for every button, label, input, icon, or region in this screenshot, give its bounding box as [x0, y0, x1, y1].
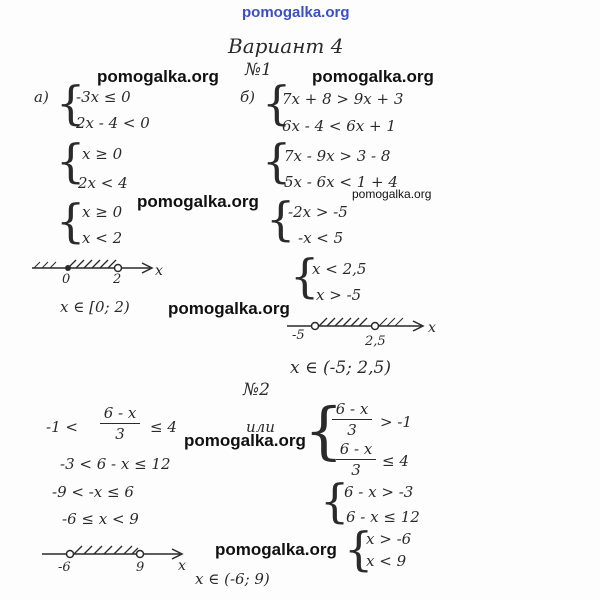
- task2-left-line: -3 < 6 - x ≤ 12: [60, 455, 171, 473]
- task2-left-line: -9 < -x ≤ 6: [52, 483, 134, 501]
- axis-b-tick-2-5: 2,5: [365, 334, 386, 349]
- fraction-numerator: 6 - x: [103, 404, 137, 422]
- axis-task2-tick-9: 9: [136, 560, 145, 575]
- variant-title: Вариант 4: [228, 34, 344, 58]
- part-b-label: б): [240, 88, 256, 106]
- system-brace: {: [290, 249, 320, 303]
- axis-b-var: x: [428, 320, 436, 336]
- task2-right-frac2-rest: ≤ 4: [382, 452, 409, 470]
- part-a-answer: x ∈ [0; 2): [60, 298, 130, 316]
- part-a-line: x < 2: [82, 229, 123, 247]
- part-b-answer: x ∈ (-5; 2,5): [290, 358, 391, 378]
- task2-right-fraction-1: [332, 400, 372, 439]
- site-watermark-small[interactable]: pomogalka.org: [352, 187, 432, 201]
- part-b-line: x > -5: [316, 286, 362, 304]
- part-a-line: x ≥ 0: [82, 203, 123, 221]
- axis-b-tick-minus5: -5: [292, 328, 305, 343]
- part-a-line: x ≥ 0: [82, 145, 123, 163]
- task2-answer: x ∈ (-6; 9): [195, 570, 270, 588]
- fraction-bar: [100, 423, 140, 424]
- site-watermark-4[interactable]: pomogalka.org: [168, 299, 290, 318]
- system-brace: {: [262, 76, 292, 130]
- part-a-line: -3x ≤ 0: [76, 88, 131, 106]
- part-b-line: -2x > -5: [288, 203, 348, 221]
- site-watermark-6[interactable]: pomogalka.org: [215, 540, 337, 559]
- fraction-denominator: 3: [351, 461, 361, 479]
- task2-right-line: 6 - x ≤ 12: [346, 508, 420, 526]
- site-watermark-top[interactable]: pomogalka.org: [242, 4, 350, 21]
- part-b-line: 7x + 8 > 9x + 3: [282, 90, 404, 108]
- task2-right-line: x < 9: [366, 552, 407, 570]
- task2-right-line: 6 - x > -3: [344, 483, 414, 501]
- part-b-line: -x < 5: [298, 229, 344, 247]
- fraction-bar: [336, 459, 376, 460]
- task2-right-frac1-rest: > -1: [380, 413, 412, 431]
- axis-task2-var: x: [178, 558, 186, 574]
- fraction-denominator: 3: [115, 425, 125, 443]
- site-watermark-2[interactable]: pomogalka.org: [312, 67, 434, 86]
- task2-label: №2: [243, 380, 270, 400]
- system-brace: {: [344, 522, 374, 576]
- part-a-label: а): [34, 88, 49, 106]
- system-brace: {: [320, 474, 350, 528]
- system-brace: {: [56, 134, 86, 188]
- task2-right-line: x > -6: [366, 530, 412, 548]
- fraction-denominator: 3: [347, 421, 357, 439]
- or-word: или: [246, 418, 275, 436]
- site-watermark-3[interactable]: pomogalka.org: [137, 192, 259, 211]
- task2-ineq-left: -1 <: [46, 418, 78, 436]
- part-b-line: 6x - 4 < 6x + 1: [282, 117, 396, 135]
- task2-ineq-right: ≤ 4: [150, 418, 177, 436]
- system-brace: {: [304, 394, 344, 467]
- part-b-line: 5x - 6x < 1 + 4: [284, 173, 398, 191]
- part-a-line: 2x < 4: [78, 174, 128, 192]
- axis-a-tick-2: 2: [113, 272, 122, 287]
- system-brace: {: [266, 192, 296, 246]
- system-brace: {: [56, 76, 86, 130]
- task2-fraction: [100, 404, 140, 443]
- axis-task2-tick-minus6: -6: [58, 560, 71, 575]
- system-brace: {: [56, 194, 86, 248]
- fraction-bar: [332, 419, 372, 420]
- fraction-numerator: 6 - x: [335, 400, 369, 418]
- task2-left-line: -6 ≤ x < 9: [62, 510, 139, 528]
- site-watermark-5[interactable]: pomogalka.org: [184, 431, 306, 450]
- part-b-line: 7x - 9x > 3 - 8: [284, 147, 391, 165]
- fraction-numerator: 6 - x: [339, 440, 373, 458]
- part-a-line: 2x - 4 < 0: [76, 114, 150, 132]
- site-watermark-1[interactable]: pomogalka.org: [97, 67, 219, 86]
- task1-label: №1: [245, 60, 272, 80]
- axis-a-var: x: [155, 263, 163, 279]
- system-brace: {: [262, 134, 292, 188]
- axis-a-tick-0: 0: [62, 272, 71, 287]
- part-b-line: x < 2,5: [312, 260, 367, 278]
